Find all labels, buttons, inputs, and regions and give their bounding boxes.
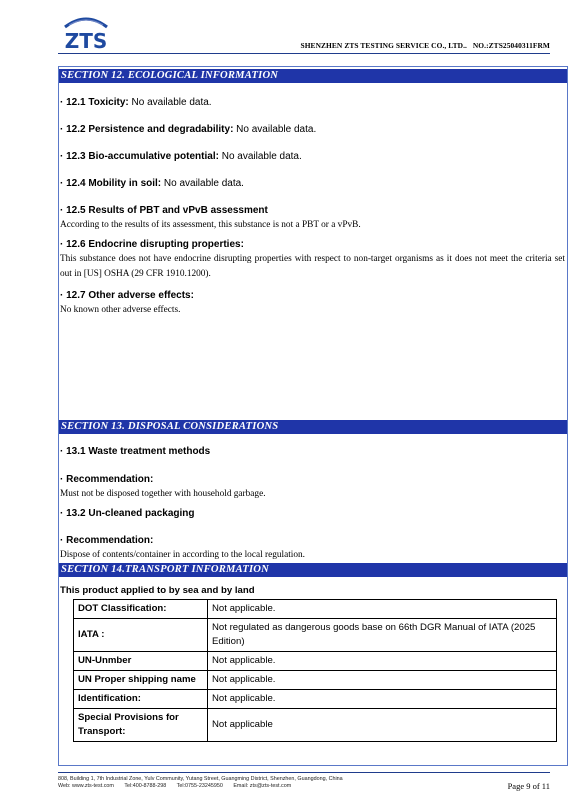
item-12-2: · 12.2 Persistence and degradability: No available data. — [60, 124, 317, 135]
item-13-2: · 13.2 Un-cleaned packaging — [60, 508, 195, 519]
table-row — [74, 671, 557, 690]
recommendation-2-text: Dispose of contents/container in according to the local regulation. — [60, 550, 306, 560]
item-12-5-label: · 12.5 Results of PBT and vPvB assessment — [60, 205, 268, 216]
recommendation-2-label: · Recommendation: — [60, 535, 154, 546]
table-cell-key: IATA : — [74, 619, 208, 652]
header-divider — [58, 53, 550, 54]
table-row — [74, 652, 557, 671]
item-12-7-label: · 12.7 Other adverse effects: — [60, 290, 194, 301]
page-number: Page 9 of 11 — [507, 781, 550, 791]
item-12-6-text: This substance does not have endocrine disrupting properties with respect to non-target organisms as it does not meet the criteria set out in [US] OSHA (29 CFR 1910.1200). — [60, 254, 565, 279]
table-cell-key: UN-Unmber — [74, 652, 208, 671]
item-12-4: · 12.4 Mobility in soil: No available data. — [60, 178, 244, 189]
transport-table — [73, 599, 557, 742]
report-number: NO.:ZTS25040311FRM — [472, 41, 550, 50]
table-cell-value: Not applicable. — [208, 690, 557, 709]
footer-contact — [58, 776, 343, 790]
zts-logo — [57, 13, 115, 51]
footer-tel-2: Tel:0755-23245950 — [176, 783, 223, 789]
table-cell-value: Not regulated as dangerous goods base on 66th DGR Manual of IATA (2025 Edition) — [208, 619, 557, 652]
company-name: SHENZHEN ZTS TESTING SERVICE CO., LTD.. — [300, 41, 467, 50]
footer-divider — [58, 772, 550, 773]
transport-intro: This product applied to by sea and by land — [60, 585, 255, 596]
table-cell-value: Not applicable. — [208, 652, 557, 671]
table-cell-value: Not applicable. — [208, 600, 557, 619]
table-row — [74, 690, 557, 709]
table-cell-value: Not applicable — [208, 709, 557, 742]
section-13-title: SECTION 13. DISPOSAL CONSIDERATIONS — [59, 420, 567, 434]
table-cell-value: Not applicable. — [208, 671, 557, 690]
section-12-title: SECTION 12. ECOLOGICAL INFORMATION — [59, 69, 567, 83]
footer-tel-1: Tel:400-8788-298 — [124, 783, 167, 789]
footer-contacts — [58, 783, 343, 790]
table-cell-key: Special Provisions for Transport: — [74, 709, 208, 742]
table-cell-key: UN Proper shipping name — [74, 671, 208, 690]
item-12-1: · 12.1 Toxicity: No available data. — [60, 97, 212, 108]
section-14-title: SECTION 14.TRANSPORT INFORMATION — [59, 563, 567, 577]
item-13-1: · 13.1 Waste treatment methods — [60, 446, 211, 457]
recommendation-1-label: · Recommendation: — [60, 474, 154, 485]
svg-text:ZTS: ZTS — [64, 29, 108, 51]
item-12-5-text: According to the results of its assessment, this substance is not a PBT or a vPvB. — [60, 220, 361, 230]
header-text — [301, 41, 551, 50]
item-12-6-label: · 12.6 Endocrine disrupting properties: — [60, 239, 244, 250]
table-cell-key: DOT Classification: — [74, 600, 208, 619]
item-12-7-text: No known other adverse effects. — [60, 305, 181, 315]
table-row — [74, 709, 557, 742]
footer-address: 808, Building 1, 7th Industrial Zone, Yulv Community, Yutang Street, Guangming District, Shenzhen, Guangdong, China — [58, 776, 343, 782]
item-12-3: · 12.3 Bio-accumulative potential: No available data. — [60, 151, 302, 162]
table-row — [74, 600, 557, 619]
footer-email: Email: zts@zts-test.com — [233, 783, 292, 789]
table-cell-key: Identification: — [74, 690, 208, 709]
recommendation-1-text: Must not be disposed together with household garbage. — [60, 489, 266, 499]
footer-web: Web: www.zts-test.com — [58, 783, 114, 789]
table-row — [74, 619, 557, 652]
